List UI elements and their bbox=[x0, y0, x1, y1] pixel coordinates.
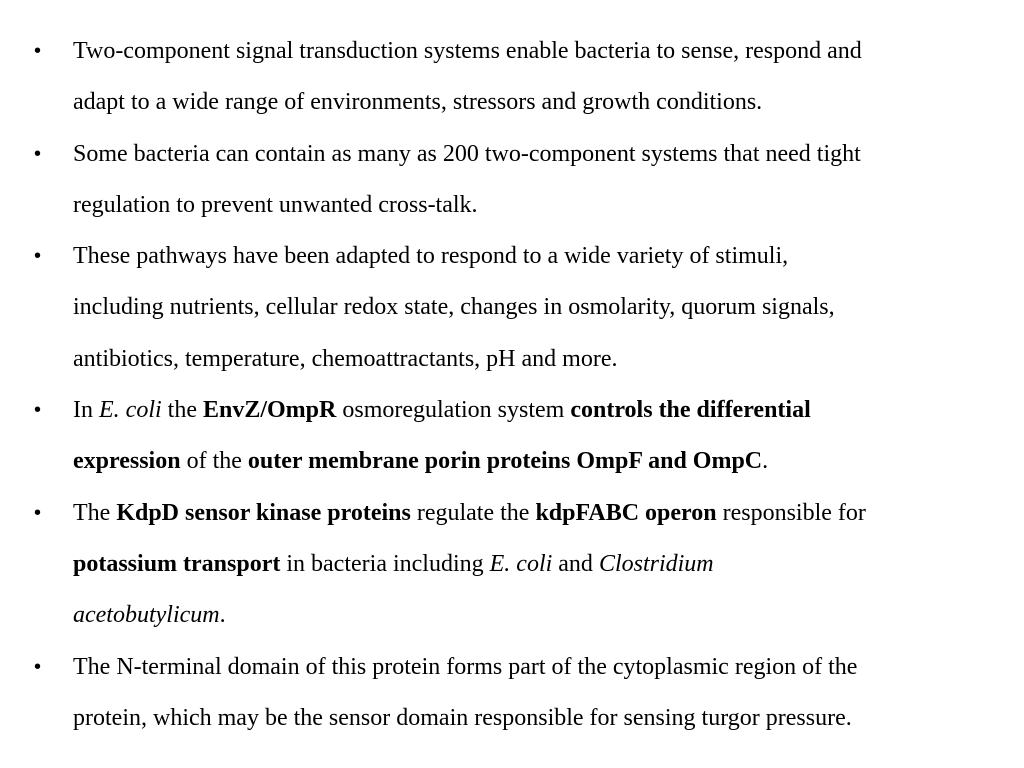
bullet-5-line-3 bbox=[73, 602, 226, 628]
text-run: . bbox=[762, 448, 769, 475]
text-run: of the bbox=[180, 448, 248, 475]
bullet-item-3 bbox=[0, 231, 1024, 385]
species-name: Clostridium bbox=[598, 550, 714, 577]
text-run: The bbox=[73, 499, 117, 526]
bullet-3-line-3: antibiotics, temperature, chemoattractants, pH and more. bbox=[73, 345, 618, 372]
text-run: osmoregulation system bbox=[336, 397, 571, 424]
bullet-icon: • bbox=[34, 501, 42, 524]
bullet-icon: • bbox=[34, 655, 42, 678]
emphasis-controls: controls the differential bbox=[570, 397, 811, 424]
species-name: E. coli bbox=[489, 550, 553, 577]
text-run: regulate the bbox=[410, 499, 536, 526]
emphasis-kdpfabc: kdpFABC operon bbox=[535, 499, 717, 526]
bullet-2-line-1: Some bacteria can contain as many as 200 two-component systems that need tight bbox=[73, 140, 861, 167]
bullet-3-line-2: including nutrients, cellular redox state, changes in osmolarity, quorum signals, bbox=[73, 294, 835, 321]
bullet-item-2 bbox=[0, 129, 1024, 232]
bullet-icon: • bbox=[34, 142, 42, 165]
text-run: and bbox=[552, 550, 599, 577]
bullet-item-5 bbox=[0, 488, 1024, 642]
bullet-icon: • bbox=[34, 40, 42, 62]
emphasis-expression: expression bbox=[73, 448, 181, 475]
emphasis-potassium: potassium transport bbox=[73, 550, 281, 577]
bullet-5-line-1 bbox=[73, 500, 866, 526]
bullet-1-line-2: adapt to a wide range of environments, stressors and growth conditions. bbox=[73, 89, 763, 116]
emphasis-kdpd: KdpD sensor kinase proteins bbox=[116, 499, 411, 526]
bullet-6-line-1: The N-terminal domain of this protein forms part of the cytoplasmic region of the bbox=[73, 653, 858, 680]
bullet-item-4 bbox=[0, 385, 1024, 488]
bullet-6-line-2: protein, which may be the sensor domain responsible for sensing turgor pressure. bbox=[73, 704, 852, 731]
species-name: E. coli bbox=[99, 397, 162, 424]
bullet-4-line-2 bbox=[73, 448, 768, 474]
text-run: in bacteria including bbox=[280, 550, 490, 577]
text-run: In bbox=[73, 397, 99, 424]
bullet-list bbox=[0, 26, 1024, 744]
bullet-4-line-1 bbox=[73, 397, 811, 423]
bullet-item-6 bbox=[0, 642, 1024, 745]
bullet-icon: • bbox=[34, 245, 42, 268]
text-run: . bbox=[219, 602, 226, 629]
bullet-item-1 bbox=[0, 26, 1024, 129]
bullet-2-line-2: regulation to prevent unwanted cross-talk. bbox=[73, 191, 478, 218]
bullet-5-line-2 bbox=[73, 551, 714, 577]
species-name: acetobutylicum bbox=[73, 602, 220, 629]
text-run: the bbox=[161, 397, 203, 424]
bullet-icon: • bbox=[34, 399, 42, 422]
emphasis-porin-proteins: outer membrane porin proteins OmpF and OmpC bbox=[247, 448, 763, 475]
bullet-3-line-1: These pathways have been adapted to respond to a wide variety of stimuli, bbox=[73, 243, 789, 270]
text-run: responsible for bbox=[716, 499, 866, 526]
emphasis-envz-ompr: EnvZ/OmpR bbox=[202, 397, 337, 424]
bullet-1-line-1: Two-component signal transduction systems enable bacteria to sense, respond and bbox=[73, 38, 862, 64]
